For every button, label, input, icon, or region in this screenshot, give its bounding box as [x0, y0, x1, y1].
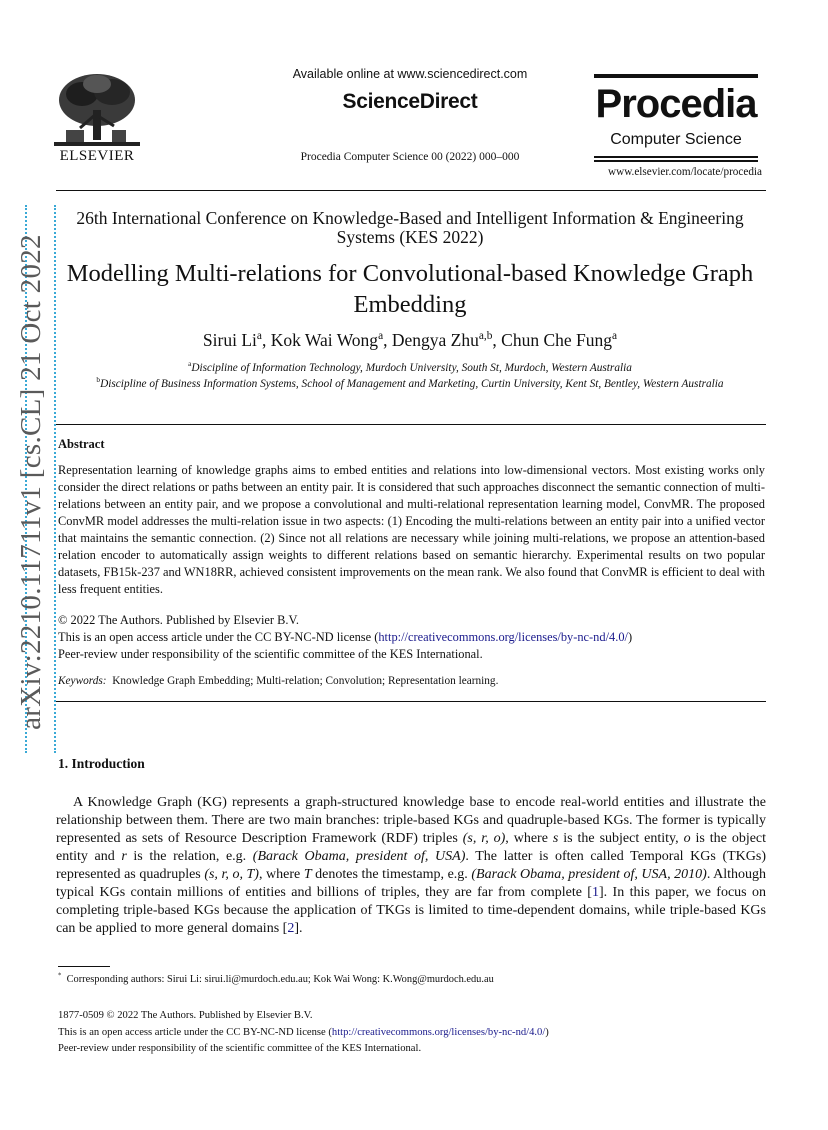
footnote-mark: *: [58, 972, 62, 980]
author-name: Kok Wai Wong: [270, 330, 379, 350]
journal-logo-rule: [594, 156, 758, 158]
affiliation-a: [60, 359, 760, 374]
peer-review-line: Peer-review under responsibility of the scientific committee of the KES International.: [58, 1043, 422, 1054]
available-online-notice: Available online at www.sciencedirect.com: [292, 67, 528, 81]
license-suffix: ): [627, 630, 633, 644]
introduction-paragraph: A Knowledge Graph (KG) represents a graph-structured knowledge base to encode real-world entities and illustrate the relationship between them. There are two main branches: triple-based KGs and quadruple-based KGs. The former is typically represented as sets of Resource Description Framework (RDF) triples (s, r, o), where s is the subject entity, o is the object entity and r is the relation, e.g. (Barack Obama, president of, USA). The latter is often called Temporal KGs (TKGs) represented as quadruples (s, r, o, T), where T denotes the timestamp, e.g. (Barack Obama, president of, USA, 2010). Although typical KGs contain millions of entities and billions of triples, they are far from complete [1]. In this paper, we focus on completing triple-based KGs because the application of TKGs is limited to time-dependent domains, while triple-based KGs can be applied to more general domains [2].: [56, 795, 767, 936]
journal-citation-line: Procedia Computer Science 00 (2022) 000–000: [300, 151, 520, 163]
author-affiliation-mark: a: [378, 330, 384, 343]
journal-logo-rule: [594, 160, 758, 162]
author-name: Sirui Li: [202, 330, 257, 350]
author-list: Sirui Li$^a$, Kok Wai Wong$^a$, Dengya Zhu$^{a,b}$, Chun Che Fung$^a$: [202, 330, 618, 350]
citation-link[interactable]: 2: [287, 921, 295, 936]
publisher-name: ELSEVIER: [59, 148, 135, 164]
keywords-line: [58, 675, 765, 687]
license-line: [58, 629, 765, 646]
abstract-top-rule: [56, 424, 766, 425]
copyright-block: [58, 612, 765, 663]
license-prefix: This is an open access article under the CC BY-NC-ND license (: [58, 1026, 332, 1038]
journal-url[interactable]: www.elsevier.com/locate/procedia: [608, 166, 762, 178]
affiliation-b: [60, 375, 760, 390]
affiliation-mark: b: [96, 375, 101, 385]
arxiv-stamp-border: [54, 205, 56, 753]
front-matter-block: [58, 1008, 765, 1058]
procedia-subtitle: Computer Science: [610, 131, 742, 148]
author-affiliation-mark: a,b: [478, 330, 493, 343]
paper-title: Modelling Multi-relations for Convolutional-based Knowledge Graph Embedding: [66, 260, 754, 318]
author-name: Chun Che Fung: [501, 330, 613, 350]
abstract-bottom-rule: [56, 701, 766, 702]
author-affiliation-mark: a: [612, 330, 618, 343]
header-divider: [56, 190, 766, 191]
license-line: [58, 1025, 765, 1042]
abstract-heading: Abstract: [58, 437, 105, 451]
keywords-label: Keywords:: [58, 675, 107, 687]
journal-logo-rule: [594, 74, 758, 78]
procedia-logo: Procedia: [595, 82, 757, 126]
corresponding-author-footnote: [58, 974, 765, 985]
license-prefix: This is an open access article under the CC BY-NC-ND license (: [58, 630, 379, 644]
license-link[interactable]: http://creativecommons.org/licenses/by-nc-nd/4.0/: [378, 630, 628, 644]
citation-link[interactable]: 1: [591, 885, 599, 900]
footnote-rule: [58, 966, 110, 967]
affiliation-mark: a: [188, 359, 192, 369]
author-affiliation-mark: a: [256, 330, 262, 343]
affiliation-text: Discipline of Business Information Systems, School of Management and Marketing, Curtin University, Kent St, Bentley, Western Australia: [100, 378, 724, 390]
sciencedirect-logo: ScienceDirect: [342, 90, 478, 113]
conference-name: 26th International Conference on Knowledge-Based and Intelligent Information & Engineering Systems (KES 2022): [76, 208, 744, 247]
abstract-text: Representation learning of knowledge graphs aims to embed entities and relations into low-dimensional vectors. Most existing works only consider the direct relations or paths between an entity pair. It is considered that such approaches disconnect the semantic connection of multi-relations between an entity pair, and we propose a convolutional and multi-relational representation learning model, ConvMR. The proposed ConvMR model addresses the multi-relation issue in two aspects: (1) Encoding the multi-relations between an entity pair into a unified vector that maintains the semantic connection. (2) Since not all relations are necessary while joining multi-relations, we propose an attention-based relation encoder to automatically assign weights to different relations based on semantic hierarchy. Experimental results on two popular datasets, FB15k-237 and WN18RR, achieved consistent improvements on the mean rank. We also found that ConvMR is efficient to deal with less frequent entities.: [58, 463, 765, 596]
license-link[interactable]: http://creativecommons.org/licenses/by-nc-nd/4.0/: [331, 1026, 546, 1038]
arxiv-identifier-stamp[interactable]: arXiv:2210.11711v1 [cs.CL] 21 Oct 2022: [15, 234, 47, 730]
author-name: Dengya Zhu: [391, 330, 479, 350]
footnote-text: Corresponding authors: Sirui Li: sirui.li@murdoch.edu.au; Kok Wai Wong: K.Wong@murdoch.edu.au: [66, 974, 494, 985]
affiliation-text: Discipline of Information Technology, Murdoch University, South St, Murdoch, Western Australia: [191, 362, 632, 374]
issn-line: 1877-0509 © 2022 The Authors. Published by Elsevier B.V.: [58, 1010, 313, 1021]
copyright-line: © 2022 The Authors. Published by Elsevier B.V.: [58, 613, 299, 627]
license-suffix: ): [545, 1026, 549, 1038]
peer-review-line: Peer-review under responsibility of the scientific committee of the KES International.: [58, 647, 483, 661]
keywords-text: Knowledge Graph Embedding; Multi-relation; Convolution; Representation learning.: [112, 675, 499, 687]
section-heading-introduction: 1. Introduction: [58, 756, 145, 771]
